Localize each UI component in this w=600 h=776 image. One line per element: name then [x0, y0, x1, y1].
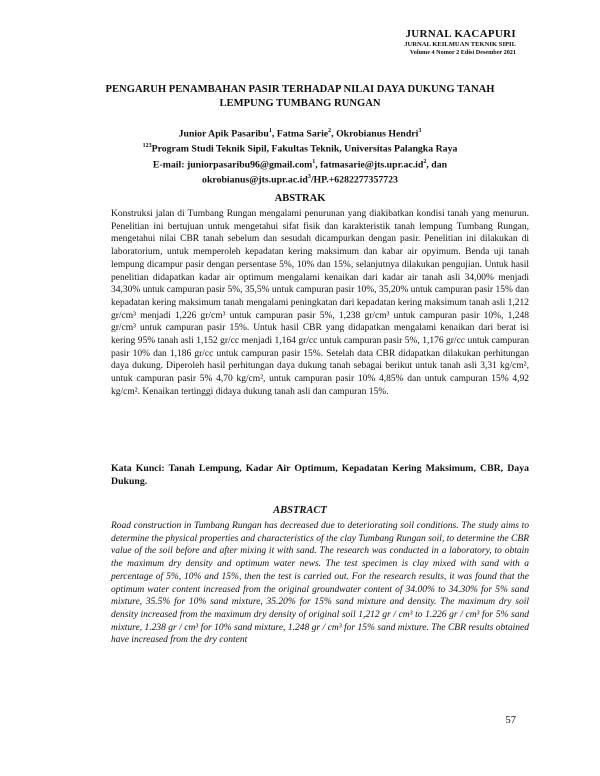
journal-subtitle: JURNAL KEILMUAN TEKNIK SIPIL	[404, 41, 516, 48]
journal-volume: Volume 4 Nomor 2 Edisi Desember 2021	[409, 48, 516, 56]
author-2: Fatma Sarie	[276, 128, 329, 140]
author-block	[95, 125, 505, 186]
journal-name: JURNAL KACAPURI	[405, 28, 516, 40]
email-1[interactable]: juniorpasaribu96@gmail.com	[186, 158, 313, 170]
email-line: E-mail: juniorpasaribu96@gmail.com$^1$, $fatmasarie@jts.upr.ac.id^2$, dan	[152, 158, 448, 170]
abstract-text: Road construction in Tumbang Rungan has decreased due to deteriorating soil conditions. The study aims to determine the physical properties and characteristics of the clay Tumbang Rungan soil, to determine the CBR value of the soil before and after mixing it with sand. The research was conducted in a laboratory, to obtain the maximum dry density and optimum water news. The test specimen is clay mixed with sand with a percentage of 5%, 10% and 15%, then the test is carried out. For the research results, it was found that the optimum water content increased from the original groundwater content of 34.00% to 34.30% for 5% sand mixture, 35.5% for 10% sand mixture, 35.20% for 15% sand mixture and density. The maximum dry soil density increased from the maximum dry density of original soil 1,212 gr / cm³ to 1.226 gr / cm³ for 5% sand mixture, 1.238 gr / cm³ for 10% sand mixture, 1.248 gr / cm³ for 15% sand mixture. The CBR results obtained have increased from the dry content	[111, 521, 529, 646]
journal-header	[404, 29, 516, 56]
page-number: 57	[505, 715, 516, 726]
abstrak-heading: ABSTRAK	[274, 193, 326, 204]
author-3: Okrobianus Hendri	[336, 128, 419, 140]
paper-title: PENGARUH PENAMBAHAN PASIR TERHADAP NILAI DAYA DUKUNG TANAH LEMPUNG TUMBANG RUNGAN	[105, 84, 495, 109]
author-1: Junior Apik Pasaribu	[178, 128, 269, 140]
email-line-2: $okrobianus@jts.upr.ac.id^3/HP.+6282277357723$	[202, 173, 398, 186]
email-2[interactable]: fatmasarie@jts.upr.ac.id	[320, 158, 424, 170]
abstrak-text: Konstruksi jalan di Tumbang Rungan mengalami penurunan yang diakibatkan kondisi tanah yang menurun. Penelitian ini bertujuan untuk mengetahui sifat fisik dan karakteristik tanah lempung Tumbang Rungan, mengetahui nilai CBR tanah sebelum dan sesudah dicampurkan dengan pasir. Penelitian ini dilakukan di laboratorium, untuk memperoleh kepadatan kering maksimum dan kabar air opyimum. Benda uji tanah lempung dicampur pasir dengan persentase 5%, 10% dan 15%, selanjutnya dilakukan pengujian. Untuk hasil penelitian didapatkan kadar air optimum mengalami kenaikan dari kadar air tanah asli 34,00% menjadi 34,30% untuk campuran pasir 5%, 35,5% untuk campuran pasir 10%, 35,20% untuk campuran pasir 15% dan kepadatan kering maksimum tanah mengalami peningkatan dari kepadatan kering maksimum tanah asli 1,212 gr/cm³ menjadi 1,226 gr/cm³ untuk campuran pasir 5%, 1,238 gr/cm³ untuk campuran pasir 10%, 1,248 gr/cm³ untuk campuran pasir 15%. Untuk hasil CBR yang didapatkan mengalami kenaikan dari berat isi kering 95% tanah asli 1,152 gr/cc menjadi 1,164 gr/cc untuk campuran pasir 5%, 1,176 gr/cc untuk campuran pasir 10% dan 1,186 gr/cc untuk campuran pasir 15%. Setelah data CBR didapatkan dilakukan perhitungan daya dukung. Diperoleh hasil perhitungan daya dukung tanah sebagai berikut untuk tanah asli 3,31 kg/cm², untuk campuran pasir 5% 4,70 kg/cm², untuk campuran pasir 10% 4,85% dan untuk campuran 15% 4,92 kg/cm². Kenaikan tertinggi didaya dukung tanah asli dan campuran 15%.	[111, 209, 529, 397]
affiliation: $^{123}$Program Studi Teknik Sipil, Fakultas Teknik, Universitas Palangka Raya	[142, 143, 458, 155]
keywords: Kata Kunci: Tanah Lempung, Kadar Air Optimum, Kepadatan Kering Maksimum, CBR, Daya Dukung.	[111, 463, 529, 487]
email-3[interactable]: okrobianus@jts.upr.ac.id	[202, 174, 308, 186]
author-names: Junior Apik Pasaribu$^1$, Fatma Sarie$^2$, Okrobianus Hendri$^3$	[178, 128, 422, 140]
abstract-heading: ABSTRACT	[273, 505, 327, 516]
phone: /HP.+6282277357723	[310, 174, 398, 186]
